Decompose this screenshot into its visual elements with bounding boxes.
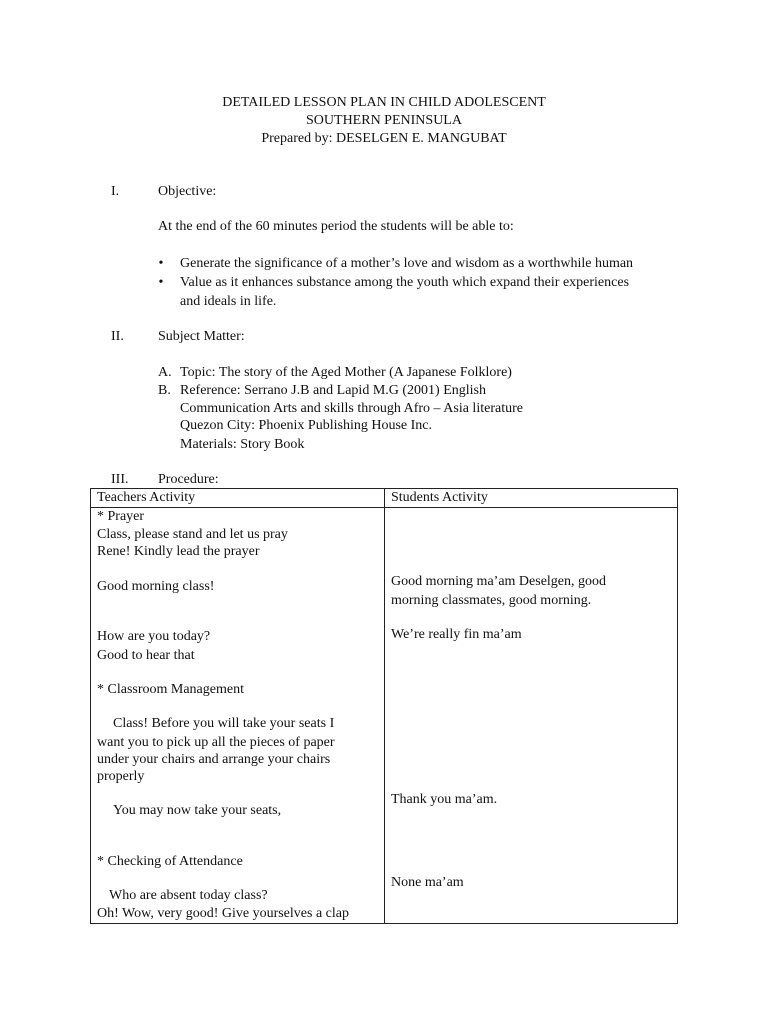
teacher-line: * Checking of Attendance [97,854,243,869]
procedure-table [90,488,678,924]
item-text: Reference: Serrano J.B and Lapid M.G (2001) English [180,383,486,398]
document-title: DETAILED LESSON PLAN IN CHILD ADOLESCENT [222,95,546,110]
subject-matter-numeral: II. [111,329,124,344]
procedure-heading: Procedure: [158,472,219,487]
procedure-numeral: III. [111,472,129,487]
prepared-by: Prepared by: DESELGEN E. MANGUBAT [261,131,507,146]
objective-bullet-continuation: and ideals in life. [180,294,277,309]
teacher-line: Good to hear that [97,648,195,663]
teacher-line: * Prayer [97,509,145,524]
header-students-activity: Students Activity [391,490,488,505]
teacher-line: Who are absent today class? [109,888,268,903]
objective-bullet-text: Value as it enhances substance among the youth which expand their experiences [180,275,630,290]
materials-line: Materials: Story Book [180,437,305,452]
objective-intro: At the end of the 60 minutes period the students will be able to: [158,219,514,234]
subject-matter-heading: Subject Matter: [158,329,245,344]
objective-bullet-text: Generate the significance of a mother’s love and wisdom as a worthwhile human [180,256,634,271]
column-divider [384,489,385,923]
objective-numeral: I. [111,184,120,199]
student-line: morning classmates, good morning. [391,593,592,608]
teacher-line: Class, please stand and let us pray [97,527,288,542]
header-divider [91,507,677,508]
reference-continuation: Communication Arts and skills through Afro – Asia literature [180,401,523,416]
objective-heading: Objective: [158,184,217,199]
teacher-line: properly [97,769,145,784]
header-teachers-activity: Teachers Activity [97,490,196,505]
document-header [0,94,768,148]
teacher-line: Rene! Kindly lead the prayer [97,544,260,559]
item-letter: A. [158,365,172,380]
teacher-line: How are you today? [97,629,211,644]
teacher-line: want you to pick up all the pieces of paper [97,735,335,750]
teacher-line: * Classroom Management [97,682,244,697]
teacher-line: Class! Before you will take your seats I [113,716,335,731]
bullet-icon: • [158,256,164,271]
bullet-icon: • [158,275,164,290]
teacher-line: Good morning class! [97,579,215,594]
item-text: Topic: The story of the Aged Mother (A Japanese Folklore) [180,365,512,380]
student-line: None ma’am [391,875,464,890]
teacher-line: Oh! Wow, very good! Give yourselves a clap [97,906,349,921]
student-line: We’re really fin ma’am [391,627,522,642]
teacher-line: under your chairs and arrange your chairs [97,752,331,767]
teacher-line: You may now take your seats, [113,803,282,818]
document-subtitle: SOUTHERN PENINSULA [306,113,462,128]
reference-continuation: Quezon City: Phoenix Publishing House Inc. [180,418,432,433]
item-letter: B. [158,383,171,398]
student-line: Thank you ma’am. [391,792,498,807]
student-line: Good morning ma’am Deselgen, good [391,574,607,589]
